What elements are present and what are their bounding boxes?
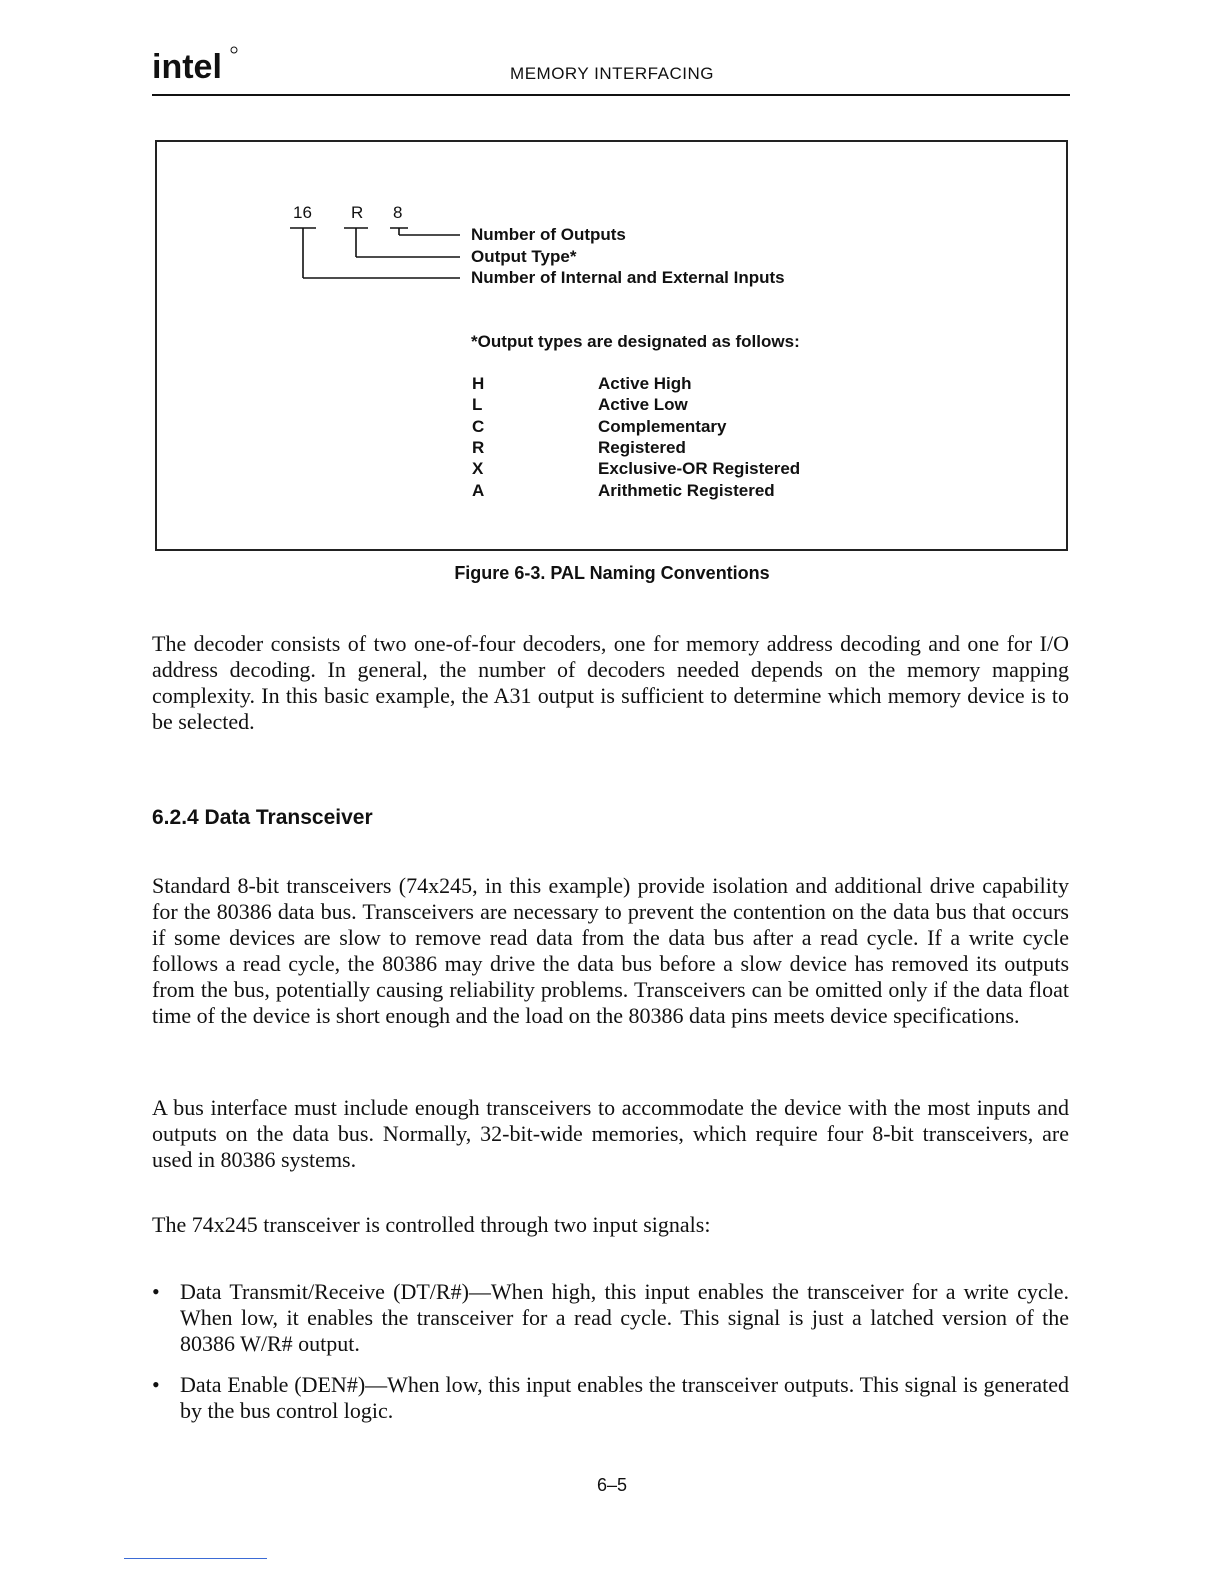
paragraph-control-signals: The 74x245 transceiver is controlled through two input signals: [152,1212,711,1237]
bullet-icon: • [152,1372,160,1397]
page-number: 6–5 [596,1475,628,1495]
paragraph-bus-interface: A bus interface must include enough transceivers to accommodate the device with the most inputs and outputs on the data bus. Normally, 32-bit-wide memories, which require four 8-bit transceivers, are used in 80386 systems. [152,1095,1069,1172]
code-inputs: 16 [293,203,312,222]
label-number-of-outputs: Number of Outputs [471,225,626,244]
footer-mark [124,1558,267,1559]
section-heading: 6.2.4 Data Transceiver [152,806,373,829]
code-outputs: 8 [393,203,403,222]
list-item-text: Data Enable (DEN#)—When low, this input enables the transceiver outputs. This signal is generated by the bus control logic. [180,1372,1069,1423]
label-number-of-inputs: Number of Internal and External Inputs [471,268,785,287]
figure-box [155,140,1068,551]
paragraph-decoder: The decoder consists of two one-of-four decoders, one for memory address decoding and one for I/O address decoding. In general, the number of decoders needed depends on the memory mapping complexity. In this basic example, the A31 output is sufficient to determine which memory device is to be selected. [152,631,1069,734]
running-head: MEMORY INTERFACING [510,64,714,83]
output-type-description: Active Low [598,395,688,414]
output-type-description: Exclusive-OR Registered [598,459,801,478]
code-output-type: R [351,203,364,222]
signal-list [152,1279,1069,1439]
label-output-type: Output Type* [471,247,577,266]
figure-caption: Figure 6-3. PAL Naming Conventions [454,563,770,583]
list-item [152,1279,1069,1357]
output-type-letter: H [472,374,485,393]
output-type-letter: L [472,395,483,414]
output-type-description: Complementary [598,417,727,436]
output-type-description: Active High [598,374,692,393]
header-rule [152,94,1070,96]
output-type-letter: A [472,481,485,500]
list-item-text: Data Transmit/Receive (DT/R#)—When high, this input enables the transceiver for a write cycle. When low, it enables the transceiver for a read cycle. This signal is just a latched version of the 80386 W/R# output. [180,1279,1069,1356]
output-type-letter: R [472,438,485,457]
paragraph-transceivers: Standard 8-bit transceivers (74x245, in this example) provide isolation and additional drive capability for the 80386 data bus. Transceivers are necessary to prevent the contention on the data bus that occurs if some devices are slow to remove read data from the data bus after a read cycle. If a write cycle follows a read cycle, the 80386 may drive the data bus before a slow device has removed its outputs from the bus, potentially causing reliability problems. Transceivers can be omitted only if the data float time of the device is short enough and the load on the 80386 data pins meets device specifications. [152,873,1069,1028]
output-type-description: Registered [598,438,686,457]
intel-logo-text: intel [152,48,222,86]
output-type-letter: X [472,459,484,478]
bullet-icon: • [152,1279,160,1304]
list-item [152,1372,1069,1424]
output-type-letter: C [472,417,485,436]
output-type-description: Arithmetic Registered [598,481,775,500]
output-types-note: *Output types are designated as follows: [471,332,800,351]
